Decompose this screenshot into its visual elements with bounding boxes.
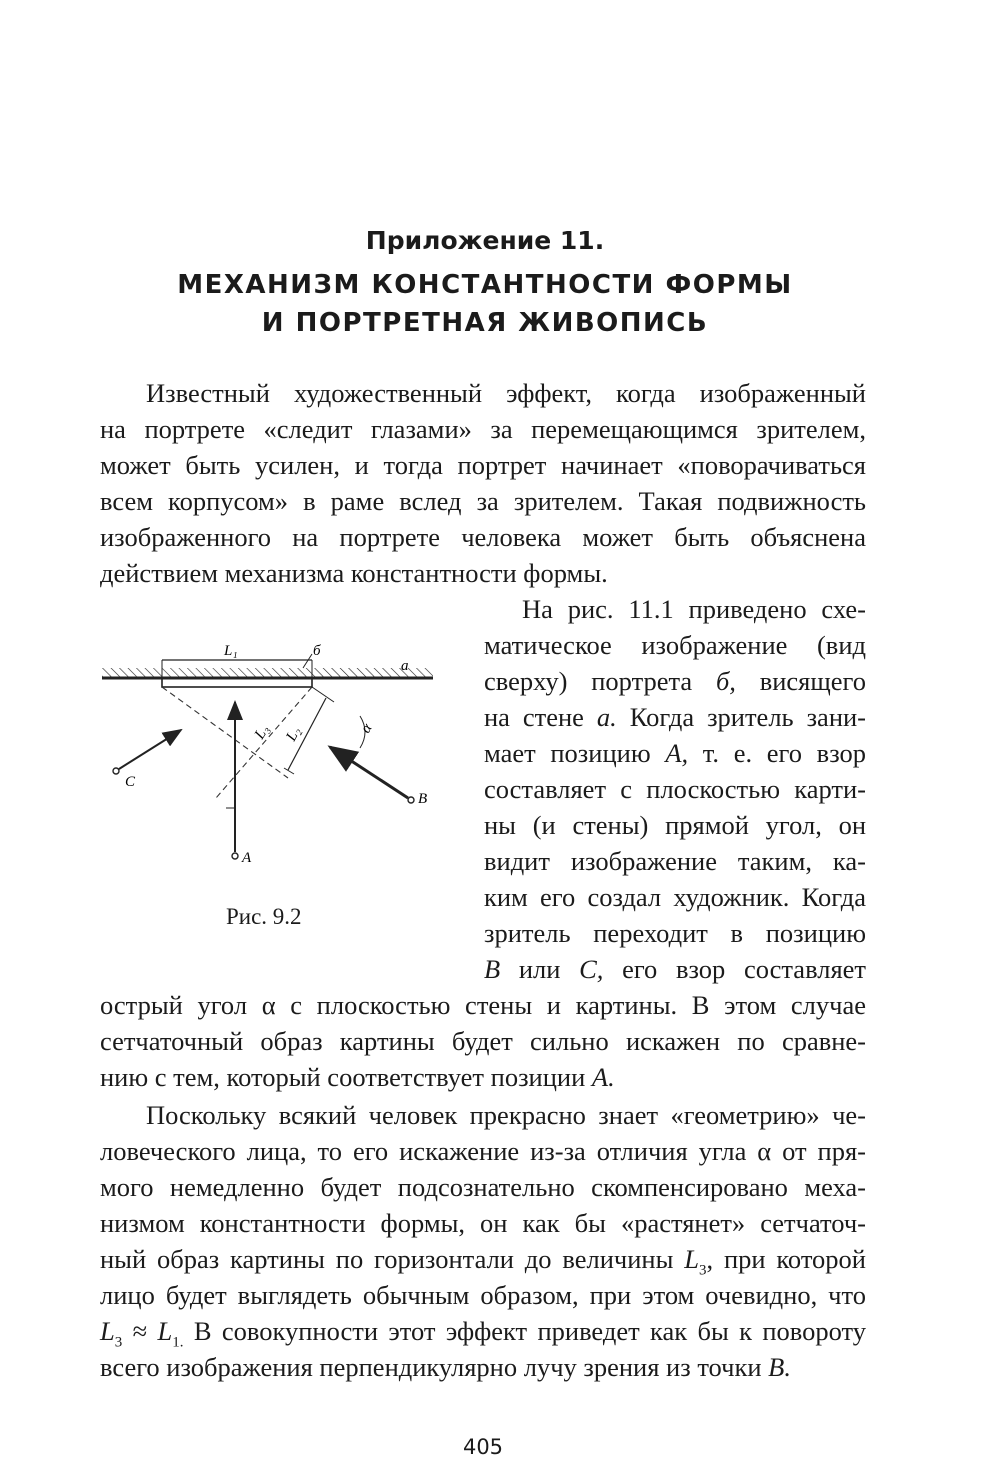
- para2-line: на стене а. Когда зритель зани-: [484, 702, 867, 732]
- chapter-title-line-1: МЕХАНИЗМ КОНСТАНТНОСТИ ФОРМЫ: [177, 270, 793, 300]
- point-C: [113, 768, 119, 774]
- para2-line: мает позицию А, т. е. его взор: [484, 738, 867, 768]
- para3-line: ловеческого лица, то его искажение из-за отличия угла α от пря-: [100, 1136, 866, 1166]
- para1-line: изображенного на портрете человека может быть объяснена: [100, 522, 866, 552]
- label-L1: L₁: [224, 643, 238, 659]
- label-B: В: [418, 791, 428, 807]
- para3-line: всего изображения перпендикулярно лучу зрения из точки В.: [100, 1352, 791, 1382]
- para3-line: мого немедленно будет подсознательно скомпенсировано меха-: [100, 1172, 866, 1202]
- viewer-C-arrow: [119, 730, 181, 769]
- para2-line: матическое изображение (вид: [484, 630, 866, 660]
- para2-line: составляет с плоскостью карти-: [484, 774, 866, 804]
- point-B: [408, 797, 414, 803]
- label-L2: L₂: [283, 724, 304, 744]
- portrait-viewing-diagram: [98, 630, 443, 870]
- para1-line: действием механизма константности формы.: [100, 558, 608, 588]
- label-A: А: [242, 850, 252, 866]
- leader-b: [303, 654, 312, 668]
- para2-line: ны (и стены) прямой угол, он: [484, 810, 866, 840]
- para3-line: Поскольку всякий человек прекрасно знает «геометрию» че-: [146, 1100, 866, 1130]
- para3-line: лицо будет выглядеть обычным образом, при этом очевидно, что: [100, 1280, 866, 1310]
- appendix-number: Приложение 11.: [365, 226, 605, 255]
- point-A: [232, 853, 238, 859]
- figure-caption: Рис. 9.2: [226, 904, 302, 929]
- para2-line: В или С, его взор составляет: [484, 954, 866, 984]
- para2-line: На рис. 11.1 приведено схе-: [522, 594, 866, 624]
- para2-line: острый угол α с плоскостью стены и картины. В этом случае: [100, 990, 866, 1020]
- page-number: 405: [462, 1435, 504, 1459]
- para3-line: низмом константности формы, он как бы «растянет» сетчаточ-: [100, 1208, 866, 1238]
- para2-line: видит изображение таким, ка-: [484, 846, 866, 876]
- para2-line: нию с тем, который соответствует позиции А.: [100, 1062, 615, 1092]
- label-C: С: [125, 774, 136, 790]
- para2-line: сверху) портрета б, висящего: [484, 666, 866, 696]
- wall-line: [102, 668, 433, 678]
- viewer-B-arrow: [330, 747, 408, 798]
- para1-line: на портрете «следит глазами» за перемещающимся зрителем,: [100, 414, 866, 444]
- para2-line: ким его создал художник. Когда: [484, 882, 866, 912]
- para1-line: всем корпусом» в раме вслед за зрителем. Такая подвижность: [100, 486, 866, 516]
- para3-line: ный образ картины по горизонтали до величины $L_3$, при которой: [100, 1244, 866, 1279]
- chapter-title-line-2: И ПОРТРЕТНАЯ ЖИВОПИСЬ: [261, 308, 709, 338]
- label-alpha: α: [357, 720, 376, 737]
- para1-line: Известный художественный эффект, когда изображенный: [146, 378, 866, 408]
- para1-line: может быть усилен, и тогда портрет начинает «поворачиваться: [100, 450, 866, 480]
- para2-line: сетчаточный образ картины будет сильно искажен по сравне-: [100, 1026, 866, 1056]
- label-L3: L₃: [251, 722, 273, 743]
- para2-line: зритель переходит в позицию: [484, 918, 866, 948]
- label-a: а: [401, 658, 409, 674]
- para3-line: $L_3 \approx L_{1.}$ В совокупности этот эффект приведет как бы к повороту: [100, 1316, 867, 1351]
- label-b: б: [313, 643, 321, 659]
